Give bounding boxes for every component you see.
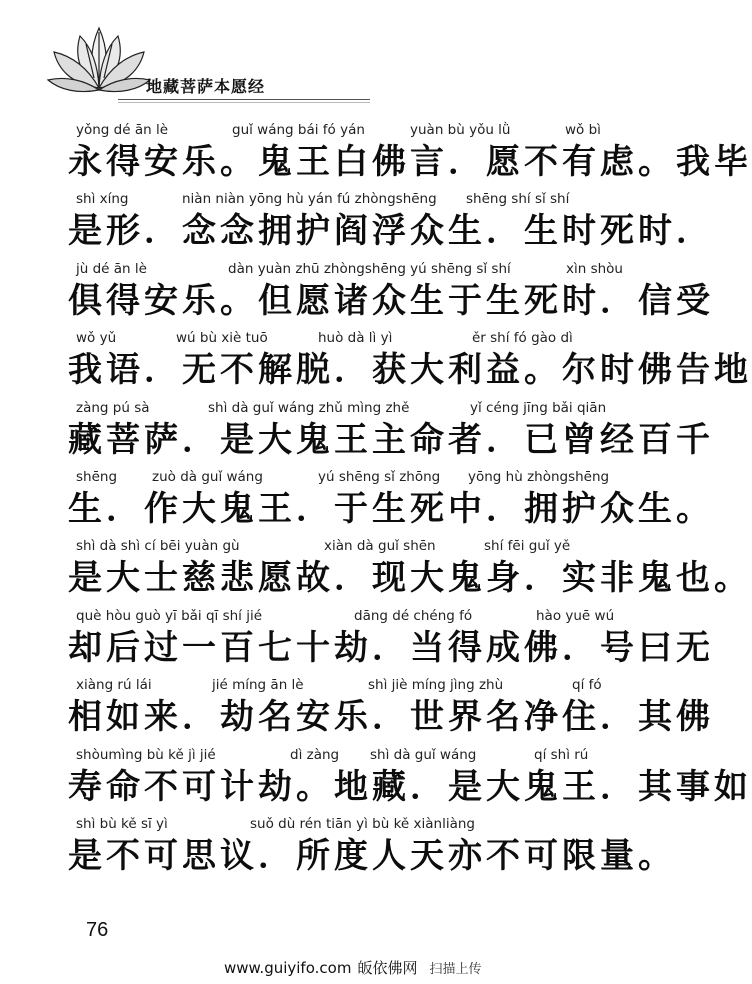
chinese-text-line: 是大士慈悲愿故．现大鬼身．实非鬼也。 xyxy=(68,558,752,599)
pinyin-annotation: hào yuē wú xyxy=(536,607,615,624)
pinyin-annotation: dàn yuàn zhū zhòngshēng yú shēng sǐ shí xyxy=(228,260,511,277)
header-rule-secondary xyxy=(118,102,370,103)
chinese-text-line: 我语．无不解脱．获大利益。尔时佛告地 xyxy=(68,350,752,391)
pinyin-annotation: zuò dà guǐ wáng xyxy=(152,468,263,485)
text-line xyxy=(68,260,714,330)
chinese-text-line: 相如来．劫名安乐．世界名净住．其佛 xyxy=(68,697,714,738)
pinyin-annotation: shēng xyxy=(76,468,118,485)
text-line xyxy=(68,122,752,191)
text-line xyxy=(68,538,752,607)
pinyin-annotation: yǒng dé ān lè xyxy=(76,122,169,138)
chinese-text-line: 永得安乐。鬼王白佛言．愿不有虑。我毕 xyxy=(68,142,752,182)
header-rule xyxy=(118,99,370,100)
pinyin-annotation: què hòu guò yī bǎi qī shí jié xyxy=(76,607,263,624)
lotus-icon xyxy=(44,18,154,100)
pinyin-annotation: shì jiè míng jìng zhù xyxy=(368,677,504,694)
pinyin-annotation: suǒ dù rén tiān yì bù kě xiànliàng xyxy=(250,815,475,832)
chinese-text-line: 是形．念念拥护阎浮众生．生时死时． xyxy=(68,211,714,252)
pinyin-annotation: shòumìng bù kě jì jié xyxy=(76,746,216,763)
pinyin-annotation: zàng pú sà xyxy=(76,399,150,416)
pinyin-annotation: shì dà shì cí bēi yuàn gù xyxy=(76,538,240,555)
text-line xyxy=(68,815,676,885)
pinyin-annotation: jù dé ān lè xyxy=(76,260,147,277)
pinyin-annotation: wú bù xiè tuō xyxy=(176,330,268,347)
page-header xyxy=(0,0,656,110)
text-line xyxy=(68,330,752,399)
pinyin-annotation: qí fó xyxy=(572,677,602,694)
text-line xyxy=(68,607,714,677)
page-number: 76 xyxy=(86,919,109,941)
chinese-text-line: 生．作大鬼王．于生死中．拥护众生。 xyxy=(68,488,714,529)
pinyin-annotation: yú shēng sǐ zhōng xyxy=(318,468,441,485)
text-line xyxy=(68,677,714,746)
pinyin-annotation: shì xíng xyxy=(76,191,129,208)
pinyin-annotation: ěr shí fó gào dì xyxy=(472,330,573,347)
chinese-text-line: 俱得安乐。但愿诸众生于生死时．信受 xyxy=(68,280,714,321)
pinyin-annotation: qí shì rú xyxy=(534,746,589,763)
footer-site-name: 皈依佛网 xyxy=(357,959,418,977)
chinese-text-line: 是不可思议．所度人天亦不可限量。 xyxy=(68,835,676,876)
text-line xyxy=(68,191,714,260)
pinyin-annotation: yuàn bù yǒu lǜ xyxy=(410,122,511,138)
pinyin-annotation: wǒ yǔ xyxy=(76,330,117,347)
chinese-text-line: 却后过一百七十劫．当得成佛．号曰无 xyxy=(68,627,714,668)
pinyin-annotation: shì dà guǐ wáng zhǔ mìng zhě xyxy=(208,399,410,416)
pinyin-annotation: xìn shòu xyxy=(566,260,623,277)
footer-site-url: www.guiyifo.com xyxy=(224,959,352,977)
pinyin-annotation: yōng hù zhòngshēng xyxy=(468,468,610,485)
pinyin-annotation: dāng dé chéng fó xyxy=(354,607,473,624)
pinyin-annotation: niàn niàn yōng hù yán fú zhòngshēng xyxy=(182,191,437,208)
pinyin-annotation: xiàn dà guǐ shēn xyxy=(324,538,436,555)
pinyin-annotation: jié míng ān lè xyxy=(212,677,304,694)
footer-note: 扫描上传 xyxy=(429,962,482,977)
book-title: 地藏菩萨本愿经 xyxy=(146,77,266,96)
pinyin-annotation: xiàng rú lái xyxy=(76,677,152,694)
pinyin-annotation: wǒ bì xyxy=(565,122,601,138)
pinyin-annotation: shì dà guǐ wáng xyxy=(370,746,477,763)
pinyin-annotation: guǐ wáng bái fó yán xyxy=(232,122,365,138)
chinese-text-line: 藏菩萨．是大鬼王主命者．已曾经百千 xyxy=(68,419,714,460)
text-line xyxy=(68,468,714,538)
pinyin-annotation: huò dà lì yì xyxy=(318,330,393,347)
text-line xyxy=(68,746,752,816)
pinyin-annotation: shí fēi guǐ yě xyxy=(484,538,571,555)
chinese-text-line: 寿命不可计劫。地藏．是大鬼王．其事如 xyxy=(68,766,752,807)
pinyin-annotation: dì zàng xyxy=(290,746,340,763)
pinyin-annotation: yǐ céng jīng bǎi qiān xyxy=(470,399,607,416)
text-line xyxy=(68,399,714,469)
pinyin-annotation: shēng shí sǐ shí xyxy=(466,191,570,208)
scripture-text xyxy=(68,122,752,885)
footer-watermark xyxy=(224,957,481,978)
pinyin-annotation: shì bù kě sī yì xyxy=(76,815,168,832)
